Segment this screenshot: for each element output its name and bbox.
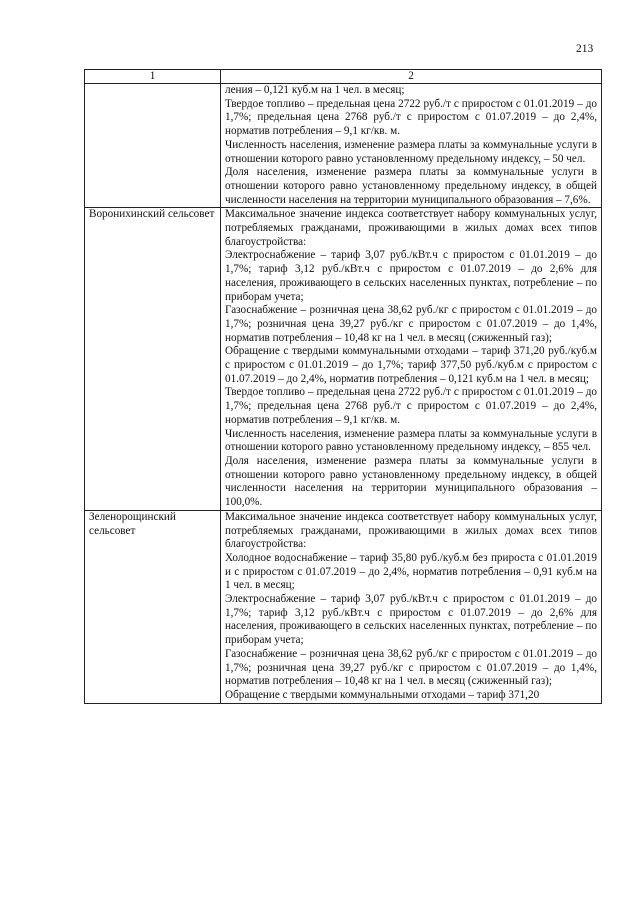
paragraph: Электроснабжение – тариф 3,07 руб./кВт.ч с приростом с 01.01.2019 – до 1,7%; тариф 3,12 руб./кВт.ч с приростом с 01.07.2019 – до 2,6% для населения, проживающего в сельских населенных пунктах, потребление – по приборам учета; — [225, 593, 597, 647]
table-row — [85, 510, 602, 703]
paragraph: Численность населения, изменение размера платы за коммунальные услуги в отношении которого равно установленному предельному индексу, – 855 чел. — [225, 427, 597, 454]
paragraph: Холодное водоснабжение – тариф 35,80 руб./куб.м без прироста с 01.01.2019 и с приростом с 01.07.2019 – до 2,4%, норматив потребления – 0,91 куб.м на 1 чел. в месяц; — [225, 551, 597, 592]
page-number: 213 — [576, 43, 594, 55]
municipality-cell — [85, 84, 221, 208]
paragraph: Твердое топливо – предельная цена 2722 руб./т с приростом с 01.01.2019 – до 1,7%; предельная цена 2768 руб./т с приростом с 01.07.2019 – до 2,4%, норматив потребления – 9,1 кг/кв. м. — [225, 386, 597, 426]
paragraph: Доля населения, изменение размера платы за коммунальные услуги в отношении которого равно установленному предельному индексу, в общей численности населения на территории муниципального образования – 7,6%. — [225, 166, 597, 206]
paragraph: Доля населения, изменение размера платы за коммунальные услуги в отношении которого равно установленному предельному индексу, в общей численности населения на территории муниципального образования – 100,0%. — [225, 454, 597, 509]
paragraph: Газоснабжение – розничная цена 38,62 руб./кг с приростом с 01.01.2019 – до 1,7%; розничная цена 39,27 руб./кг с приростом с 01.07.2019 – до 1,4%, норматив потребления – 10,48 кг на 1 чел. в месяц (сжиженный газ); — [225, 304, 597, 344]
municipality-cell: Воронихинский сельсовет — [85, 208, 221, 510]
table-row — [85, 208, 602, 510]
municipality-cell: Зеленорощинский сельсовет — [85, 510, 221, 703]
description-cell — [221, 208, 602, 510]
column-header-1: 1 — [85, 70, 221, 84]
paragraph: Обращение с твердыми коммунальными отходами – тариф 371,20 руб./куб.м с приростом с 01.01.2019 – до 1,7%; тариф 377,50 руб./куб.м с приростом с 01.07.2019 – до 2,4%, норматив потребления – 0,121 куб.м на 1 чел. в месяц; — [225, 345, 597, 385]
paragraph: Газоснабжение – розничная цена 38,62 руб./кг с приростом с 01.01.2019 – до 1,7%; розничная цена 39,27 руб./кг с приростом с 01.07.2019 – до 1,4%, норматив потребления – 10,48 кг на 1 чел. в месяц (сжиженный газ); — [225, 647, 597, 688]
paragraph: Максимальное значение индекса соответствует набору коммунальных услуг, потребляемых гражданами, проживающими в жилых домах всех типов благоустройства: — [225, 510, 597, 551]
column-header-2: 2 — [221, 70, 602, 84]
table-header-row — [85, 70, 602, 84]
paragraph: Максимальное значение индекса соответствует набору коммунальных услуг, потребляемых гражданами, проживающими в жилых домах всех типов благоустройства: — [225, 208, 597, 248]
paragraph: Электроснабжение – тариф 3,07 руб./кВт.ч с приростом с 01.01.2019 – до 1,7%; тариф 3,12 руб./кВт.ч с приростом с 01.07.2019 – до 2,6% для населения, проживающего в сельских населенных пунктах, потребление – по приборам учета; — [225, 249, 597, 303]
description-cell — [221, 84, 602, 208]
paragraph: Твердое топливо – предельная цена 2722 руб./т с приростом с 01.01.2019 – до 1,7%; предельная цена 2768 руб./т с приростом с 01.07.2019 – до 2,4%, норматив потребления – 9,1 кг/кв. м. — [225, 97, 597, 138]
tariff-table — [84, 69, 602, 704]
description-cell — [221, 510, 602, 703]
paragraph: ления – 0,121 куб.м на 1 чел. в месяц; — [225, 84, 405, 96]
paragraph: Численность населения, изменение размера платы за коммунальные услуги в отношении которого равно установленному предельному индексу, – 50 чел. — [225, 138, 597, 165]
table-row — [85, 84, 602, 208]
paragraph: Обращение с твердыми коммунальными отходами – тариф 371,20 — [225, 688, 540, 701]
